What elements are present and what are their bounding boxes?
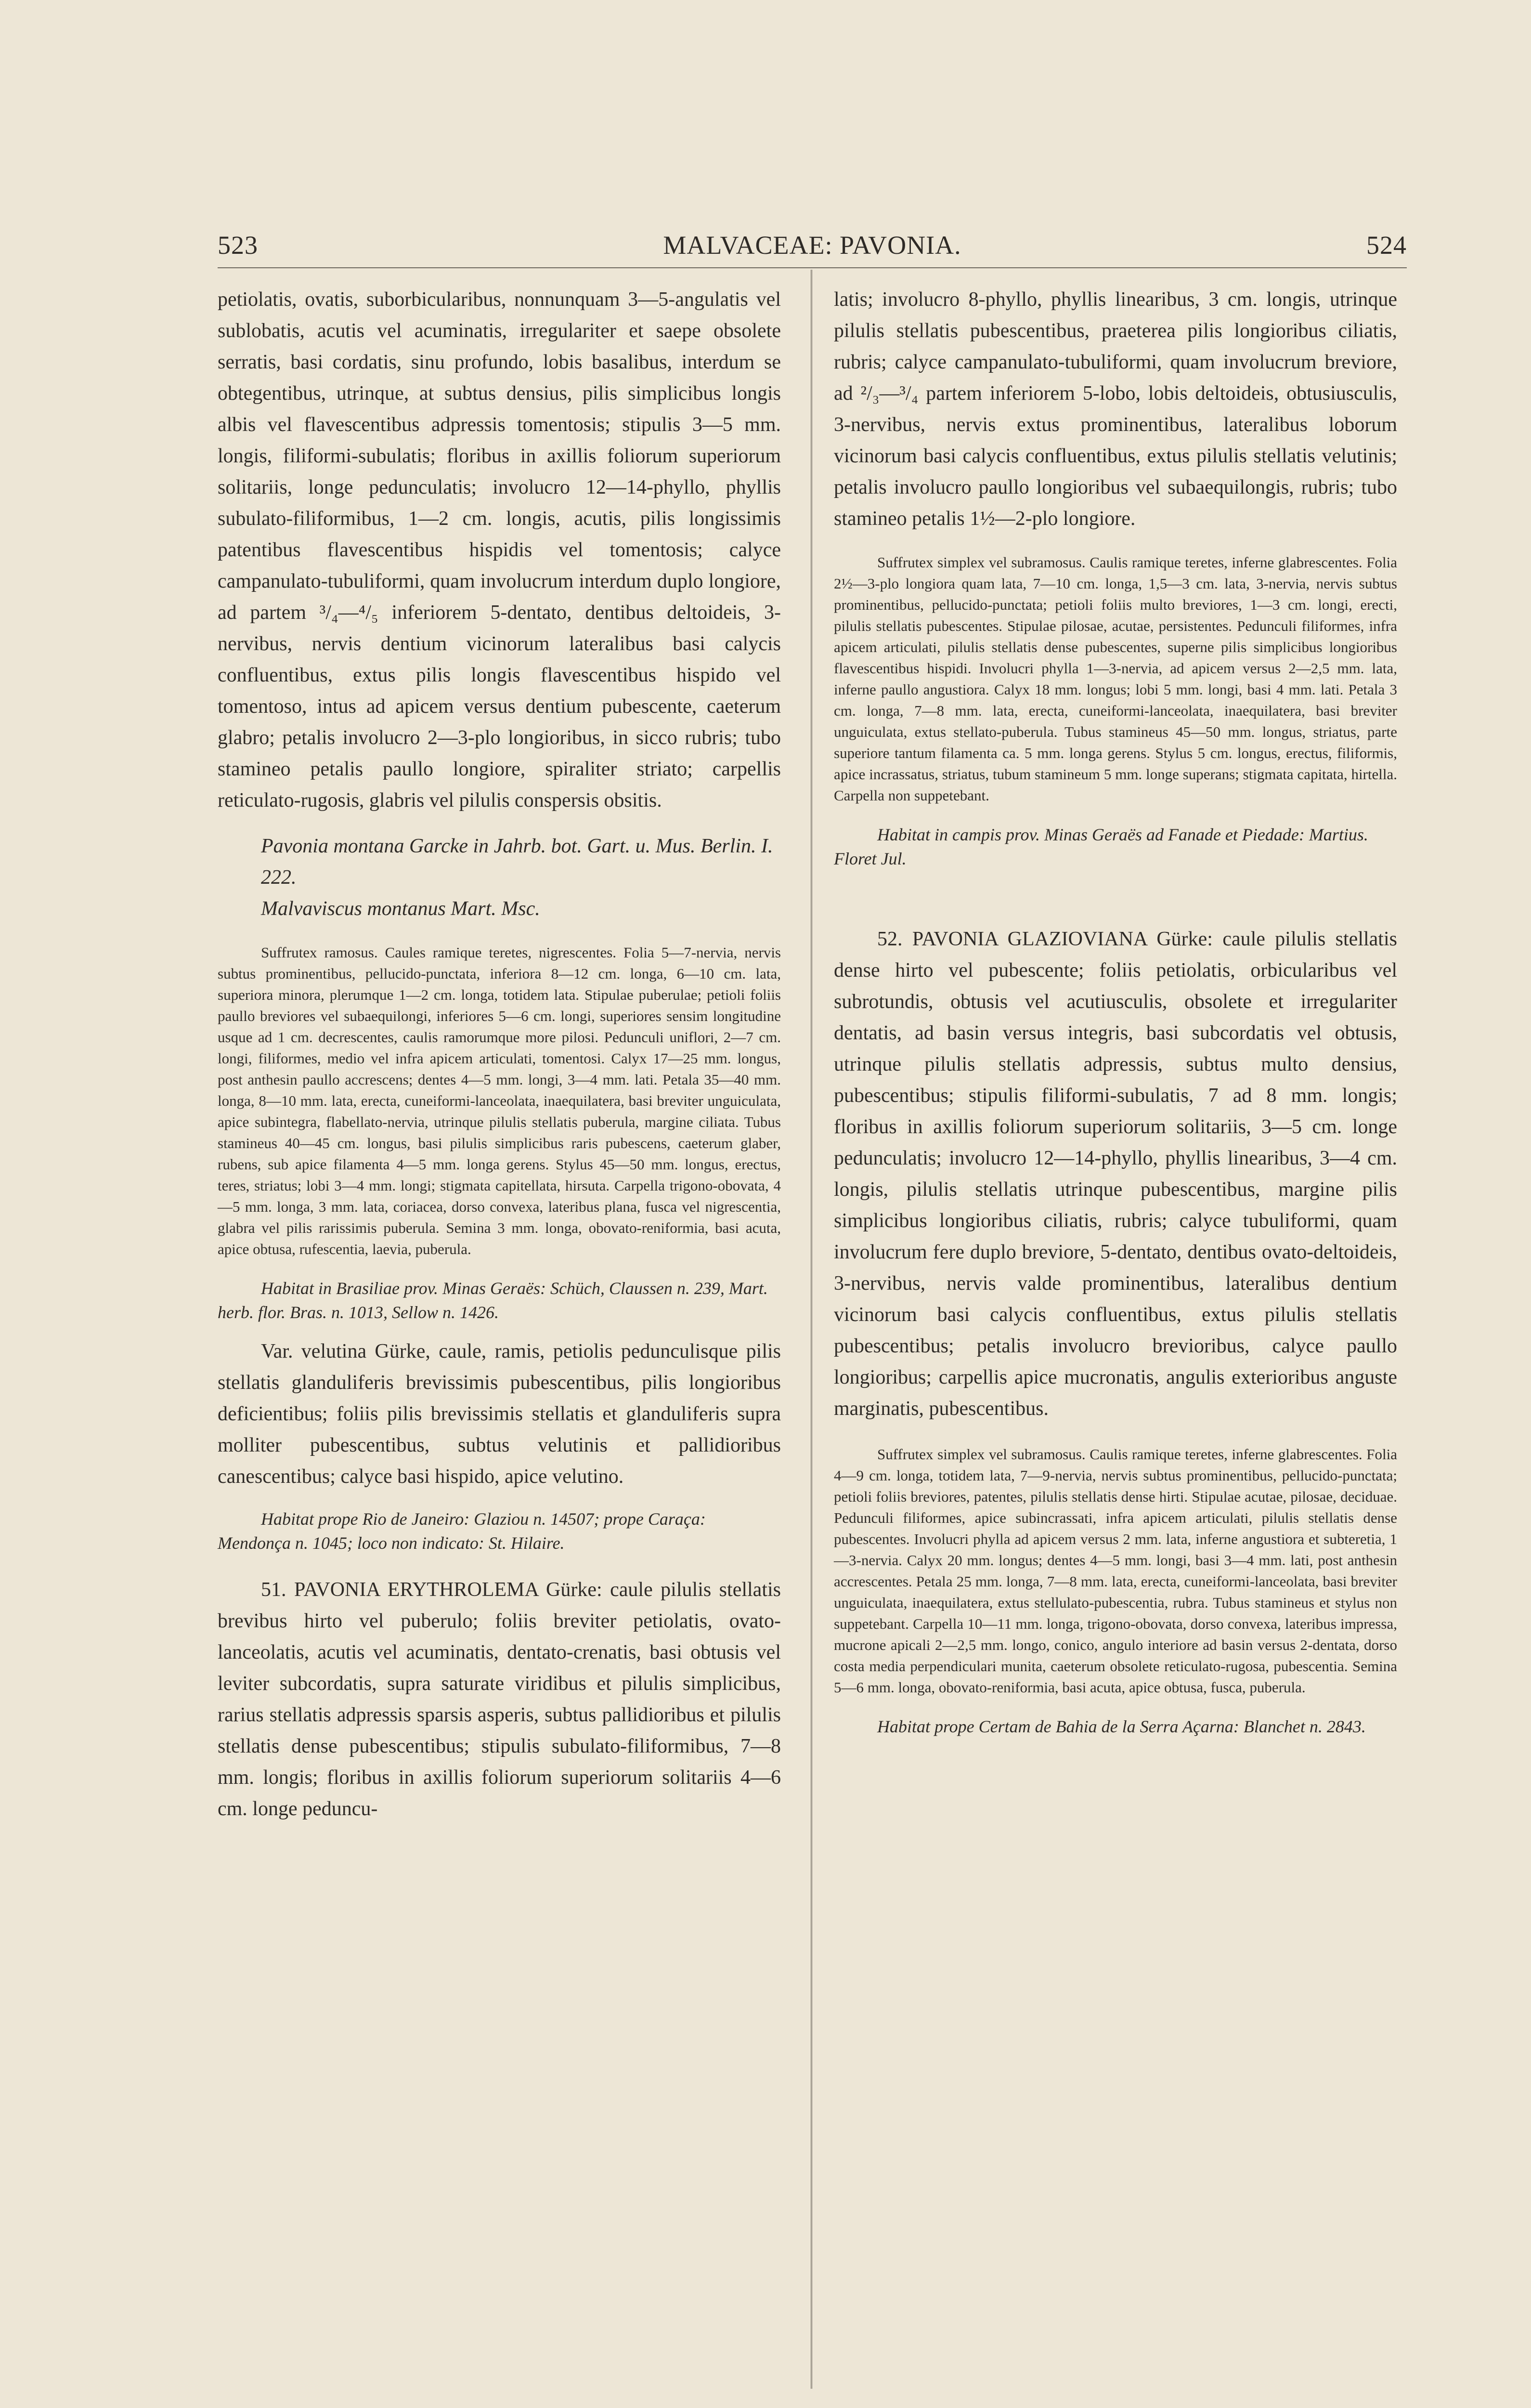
detailed-description: Suffrutex simplex vel subramosus. Caulis ramique teretes, inferne glabrescentes. Folia 2½—3-plo longiora quam lata, 7—10 cm. longa, 1,5—3 cm. lata, 3-nervia, nervis subtus prominentibus, pellucido-punctata; petioli foliis multo breviores, 1—3 cm. longi, erecti, pilulis stellatis pubescentes. Stipulae pilosae, acutae, persistentes. Pedunculi filiformes, infra apicem articulati, pilulis stellatis dense pubescentes, superne pilis simplicibus longioribus flavescentibus hispidi. Involucri phylla 1—3-nervia, ad apicem versus 2—2,5 mm. lata, inferne paullo angustiora. Calyx 18 mm. longus; lobi 5 mm. longi, basi 4 mm. lati. Petala 3 cm. longa, 7—8 mm. lata, erecta, cuneiformi-lanceolata, inaequilatera, basi breviter unguiculata, extus stellato-puberula. Tubus stamineus 45—50 mm. longus, striatus, parte superiore tantum filamenta ca. 5 mm. longa gerens. Stylus 5 cm. longus, erectus, filiformis, apice incrassatus, striatus, tubum stamineum 5 mm. longe superans; stigmata capitata, hirtella. Carpella non suppetebant. — [834, 554, 1397, 804]
habitat-note: Habitat in campis prov. Minas Geraës ad Fanade et Piedade: Martius. Floret Jul. — [834, 825, 1368, 868]
page-number-right: 524 — [1366, 231, 1407, 260]
column-divider — [811, 270, 812, 2389]
detailed-description: Suffrutex simplex vel subramosus. Caulis ramique teretes, inferne glabrescentes. Folia 4—9 cm. longa, totidem lata, 7—9-nervia, nervis subtus prominentibus, pellucido-punctata; petioli foliis breviores, patentes, pilulis stellatis dense hirti. Stipulae acutae, pilosae, deciduae. Pedunculi filiformes, apice subincrassati, infra apicem articulati, pilulis stellatis dense pubescentes. Involucri phylla ad apicem versus 2 mm. lata, inferne angustiora et subteretia, 1—3-nervia. Calyx 20 mm. longus; dentes 4—5 mm. longi, basi 3—4 mm. lati, post anthesin accrescentes. Petala 25 mm. longa, 7—8 mm. lata, erecta, cuneiformi-lanceolata, basi breviter unguiculata, inaequilatera, extus stellulato-pubescentia, rubra. Tubus stamineus et stylus non suppetebant. Carpella 10—11 mm. longa, trigono-obovata, dorso convexa, lateribus impressa, mucrone apicali 2—2,5 mm. longo, conico, angulo interiore ad basin versus 2-dentata, dorso costa media perpendiculari munita, caeterum obsolete reticulato-rugosa, pubescentia. Semina 5—6 mm. longa, obovato-reniformia, basi acuta, apice obtusa, fusca, puberula. — [834, 1446, 1397, 1696]
habitat-note: Habitat prope Rio de Janeiro: Glaziou n. 14507; prope Caraça: Mendonça n. 1045; loco non indicato: St. Hilaire. — [218, 1509, 706, 1553]
running-title: MALVACEAE: PAVONIA. — [663, 231, 961, 260]
habitat-note: Habitat in Brasiliae prov. Minas Geraës: Schüch, Claussen n. 239, Mart. herb. flor. Bras. n. 1013, Sellow n. 1426. — [218, 1279, 768, 1322]
page-number-left: 523 — [218, 231, 258, 260]
header-rule — [218, 267, 1407, 268]
variety-paragraph: Var. velutina Gürke, caule, ramis, petiolis pedunculisque pilis stellatis glanduliferis brevissimis pubescentibus, pilis longioribus deficientibus; foliis pilis brevissimis stellatis et glanduliferis supra molliter pubescentibus, subtus velutinis et pallidioribus canescentibus; calyce basi hispido, apice velutino. — [218, 1340, 781, 1488]
right-column — [834, 284, 1397, 1739]
habitat-note: Habitat prope Certam de Bahia de la Serra Açarna: Blanchet n. 2843. — [877, 1717, 1366, 1736]
species-heading-paragraph: 51. PAVONIA ERYTHROLEMA Gürke: caule pilulis stellatis brevibus hirto vel puberulo; foliis breviter petiolatis, ovato-lanceolatis, acutis vel acuminatis, dentato-crenatis, basi obtusis vel leviter subcordatis, supra saturate viridibus et pilulis simplicibus, rarius stellatis adpressis sparsis asperis, subtus pallidioribus et pilulis stellatis dense pubescentibus; stipulis subulato-filiformibus, 7—8 mm. longis; floribus in axillis foliorum superiorum solitariis 4—6 cm. longe peduncu- — [218, 1579, 781, 1820]
synonym: Pavonia montana Garcke in Jahrb. bot. Gart. u. Mus. Berlin. I. 222. — [261, 835, 773, 889]
species-heading-paragraph: 52. PAVONIA GLAZIOVIANA Gürke: caule pilulis stellatis dense hirto vel pubescente; foliis petiolatis, orbicularibus vel subrotundis, obtusis vel acutiusculis, obsolete et irregulariter dentatis, ad basin versus integris, basi subcordatis vel obtusis, utrinque pilulis stellatis adpressis, subtus multo densius, pubescentibus; stipulis filiformi-subulatis, 7 ad 8 mm. longis; floribus in axillis foliorum superiorum solitariis, 3—5 cm. longe pedunculatis; involucro 12—14-phyllo, phyllis linearibus, 3—4 cm. longis, pilulis stellatis utrinque pubescentibus, margine pilis simplicibus longioribus ciliatis, rubris; calyce tubuliformi, quam involucrum fere duplo breviore, 5-dentato, dentibus ovato-deltoideis, 3-nervibus, nervis valde prominentibus, lateralibus dentium vicinorum basi calycis confluentibus, extus pilulis stellatis pubescentibus; petalis involucro brevioribus, calyce paullo longioribus; carpellis apice mucronatis, angulis exterioribus anguste marginatis, pubescentibus. — [834, 928, 1397, 1420]
detailed-description: Suffrutex ramosus. Caules ramique teretes, nigrescentes. Folia 5—7-nervia, nervis subtus prominentibus, pellucido-punctata, inferiora 8—12 cm. longa, 6—10 cm. lata, superiora minora, plerumque 1—2 cm. longa, totidem lata. Stipulae puberulae; petioli foliis paullo breviores vel subaequilongi, inferiores 5—6 cm. longi, superiores sensim longitudine usque ad 1 cm. decrescentes, caulis ramorumque more pilosi. Pedunculi uniflori, 2—7 cm. longi, filiformes, medio vel infra apicem articulati, tomentosi. Calyx 17—25 mm. longus, post anthesin paullo accrescens; dentes 4—5 mm. longi, 3—4 mm. lati. Petala 35—40 mm. longa, 8—10 mm. lata, erecta, cuneiformi-lanceolata, inaequilatera, basi breviter unguiculata, apice subintegra, flabellato-nervia, utrinque pilulis stellatis puberula, margine ciliata. Tubus stamineus 40—45 cm. longus, basi pilulis simplicibus raris pubescens, caeterum glaber, rubens, sub apice filamenta 4—5 mm. longa gerens. Stylus 45—50 mm. longus, erectus, teres, striatus; lobi 3—4 mm. longi; stigmata capitellata, hirsuta. Carpella trigono-obovata, 4—5 mm. longa, 3 mm. lata, coriacea, dorso convexa, lateribus plana, fusca vel nigrescentia, glabra vel pilis rarissimis puberula. Semina 3 mm. longa, obovato-reniformia, basi acuta, apice obtusa, rufescentia, laevia, puberula. — [218, 944, 781, 1257]
left-column — [218, 284, 781, 1825]
description-paragraph: petiolatis, ovatis, suborbicularibus, nonnunquam 3—5-angulatis vel sublobatis, acutis vel acuminatis, irregulariter et saepe obsolete serratis, basi cordatis, sinu profundo, lobis basalibus, interdum se obtegentibus, utrinque, at subtus densius, pilis simplicibus longis albis vel flavescentibus adpressis tomentosis; stipulis 3—5 mm. longis, filiformi-subulatis; floribus in axillis foliorum superiorum solitariis, longe pedunculatis; involucro 12—14-phyllo, phyllis subulato-filiformibus, 1—2 cm. longis, acutis, pilis longissimis patentibus flavescentibus hispidis vel tomentosis; calyce campanulato-tubuliformi, quam involucrum interdum duplo longiore, ad partem ³/₄—⁴/₅ inferiorem 5-dentato, dentibus deltoideis, 3-nervibus, nervis dentium vicinorum lateralibus basi calycis confluentibus, extus pilis longis flavescentibus hispido vel tomentoso, intus ad apicem versus dentium pubescente, caeterum glabro; petalis involucro 2—3-plo longioribus, in sicco rubris; tubo stamineo petalis paullo longiore, spiraliter striato; carpellis reticulato-rugosis, glabris vel pilulis conspersis obsitis. — [218, 288, 781, 811]
synonym: Malvaviscus montanus Mart. Msc. — [261, 898, 540, 920]
description-paragraph: latis; involucro 8-phyllo, phyllis linearibus, 3 cm. longis, utrinque pilulis stellatis pubescentibus, praeterea pilis longioribus ciliatis, rubris; calyce campanulato-tubuliformi, quam involucrum breviore, ad ²/₃—³/₄ partem inferiorem 5-lobo, lobis deltoideis, obtusiusculis, 3-nervibus, nervis extus prominentibus, lateralibus loborum vicinorum basi calycis confluentibus, extus pilulis stellatis velutinis; petalis involucro paullo longioribus vel subaequilongis, rubris; tubo stamineo petalis 1½—2-plo longiore. — [834, 288, 1397, 530]
